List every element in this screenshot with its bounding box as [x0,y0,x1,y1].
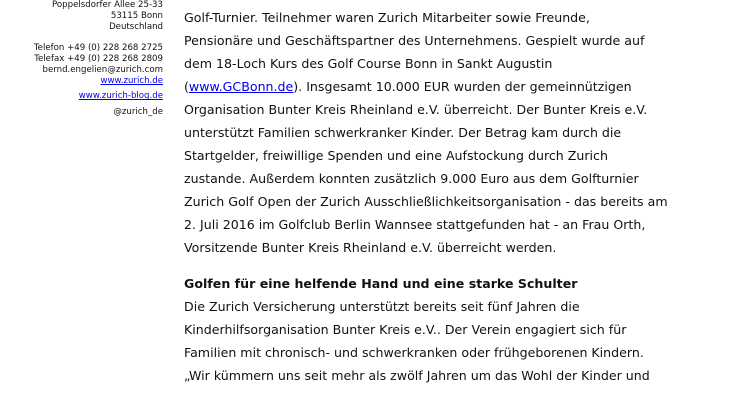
text-line: Golf-Turnier. Teilnehmer waren Zurich Mitarbeiter sowie Freunde, [184,10,590,25]
text-line: „Wir kümmern uns seit mehr als zwölf Jahren um das Wohl der Kinder und [184,368,650,383]
text-line: Familien mit chronisch- und schwerkranken oder frühgeborenen Kindern. [184,345,644,360]
paragraph-bunter-kreis [184,295,654,387]
paragraph-golf-tournament [184,6,668,259]
text-line: zustande. Außerdem konnten zusätzlich 9.000 Euro aus dem Golfturnier [184,171,639,186]
text-line: Zurich Golf Open der Zurich Ausschließlichkeitsorganisation - das bereits am [184,194,668,209]
text-line [184,75,654,98]
text-line: unterstützt Familien schwerkranker Kinder. Der Betrag kam durch die [184,125,622,140]
contact-sidebar [0,0,163,118]
text-line: Organisation Bunter Kreis Rheinland e.V. überreicht. Der Bunter Kreis e.V. [184,102,648,117]
contact-email: bernd.engelien@zurich.com [42,65,163,76]
text-line: Die Zurich Versicherung unterstützt bereits seit fünf Jahren die [184,299,580,314]
section-heading: Golfen für eine helfende Hand und eine starke Schulter [184,276,578,291]
website-link[interactable]: www.zurich.de [100,76,163,87]
text-line: Pensionäre und Geschäftspartner des Unternehmens. Gespielt wurde auf [184,33,645,48]
text-line: Vorsitzende Bunter Kreis Rheinland e.V. überreicht werden. [184,240,557,255]
text-line: 2. Juli 2016 im Golfclub Berlin Wannsee stattgefunden hat - an Frau Orth, [184,217,646,232]
blog-link[interactable]: www.zurich-blog.de [78,91,163,102]
fax-number: Telefax +49 (0) 228 268 2809 [34,53,163,64]
twitter-handle: @zurich_de [113,106,163,117]
text-fragment: ). Insgesamt 10.000 EUR wurden der gemeinnützigen [293,79,632,94]
text-line: Startgelder, freiwillige Spenden und eine Aufstockung durch Zurich [184,148,608,163]
address-street: Poppelsdorfer Allee 25-33 [52,0,163,10]
gcbonn-link[interactable]: www.GCBonn.de [188,79,294,94]
text-line: dem 18-Loch Kurs des Golf Course Bonn in Sankt Augustin [184,56,553,71]
press-release-body [184,6,668,387]
phone-number: Telefon +49 (0) 228 268 2725 [33,42,163,53]
text-fragment: ( [184,79,189,94]
text-line: Kinderhilfsorganisation Bunter Kreis e.V.. Der Verein engagiert sich für [184,322,627,337]
address-city: 53115 Bonn [110,11,163,22]
address-country: Deutschland [109,22,163,33]
